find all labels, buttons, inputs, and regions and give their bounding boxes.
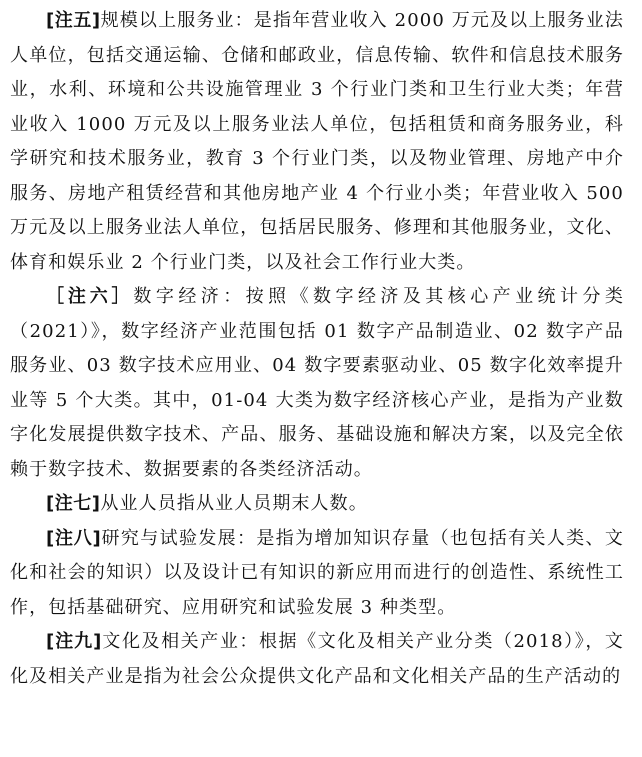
note-text-5: 规模以上服务业：是指年营业收入 2000 万元及以上服务业法人单位，包括交通运输、仓储和邮政业，信息传输、软件和信息技术服务业，水利、环境和公共设施管理业 3 个行业门类和卫生行业大类；年营业收入 1000 万元及以上服务业法人单位，包括租赁和商务服务业，科学研究和技术服务业，教育 3 个行业门类，以及物业管理、房地产中介服务、房地产租赁经营和其他房地产业 4 个行业小类；年营业收入 500 万元及以上服务业法人单位，包括居民服务、修理和其他服务业，文化、体育和娱乐业 2 个行业门类，以及社会工作行业大类。	[10, 10, 625, 273]
note-text-6: 数字经济：按照《数字经济及其核心产业统计分类（2021）》，数字经济产业范围包括 01 数字产品制造业、02 数字产品服务业、03 数字技术应用业、04 数字要素驱动业、05 数字化效率提升业等 5 个大类。其中，01-04 大类为数字经济核心产业，是指为产业数字化发展提供数字技术、产品、服务、基础设施和解决方案，以及完全依赖于数字技术、数据要素的各类经济活动。	[10, 286, 625, 480]
note-paragraph-7	[10, 487, 624, 522]
note-paragraph-9	[10, 625, 624, 694]
note-paragraph-5	[10, 4, 624, 280]
note-label-5: [注五]	[46, 10, 101, 31]
note-paragraph-8	[10, 522, 624, 626]
note-label-6: ［注六］	[46, 286, 134, 307]
note-text-7: 从业人员指从业人员期末人数。	[100, 493, 368, 514]
note-label-9: [注九]	[46, 631, 102, 652]
note-label-8: [注八]	[46, 527, 102, 549]
note-label-7: [注七]	[46, 493, 101, 514]
note-text-8: 研究与试验发展：是指为增加知识存量（也包括有关人类、文化和社会的知识）以及设计已有知识的新应用而进行的创造性、系统性工作，包括基础研究、应用研究和试验发展 3 种类型。	[10, 527, 625, 618]
note-text-9: 文化及相关产业：根据《文化及相关产业分类（2018）》，文化及相关产业是指为社会公众提供文化产品和文化相关产品的生产活动的	[10, 631, 624, 687]
note-paragraph-6	[10, 280, 624, 487]
